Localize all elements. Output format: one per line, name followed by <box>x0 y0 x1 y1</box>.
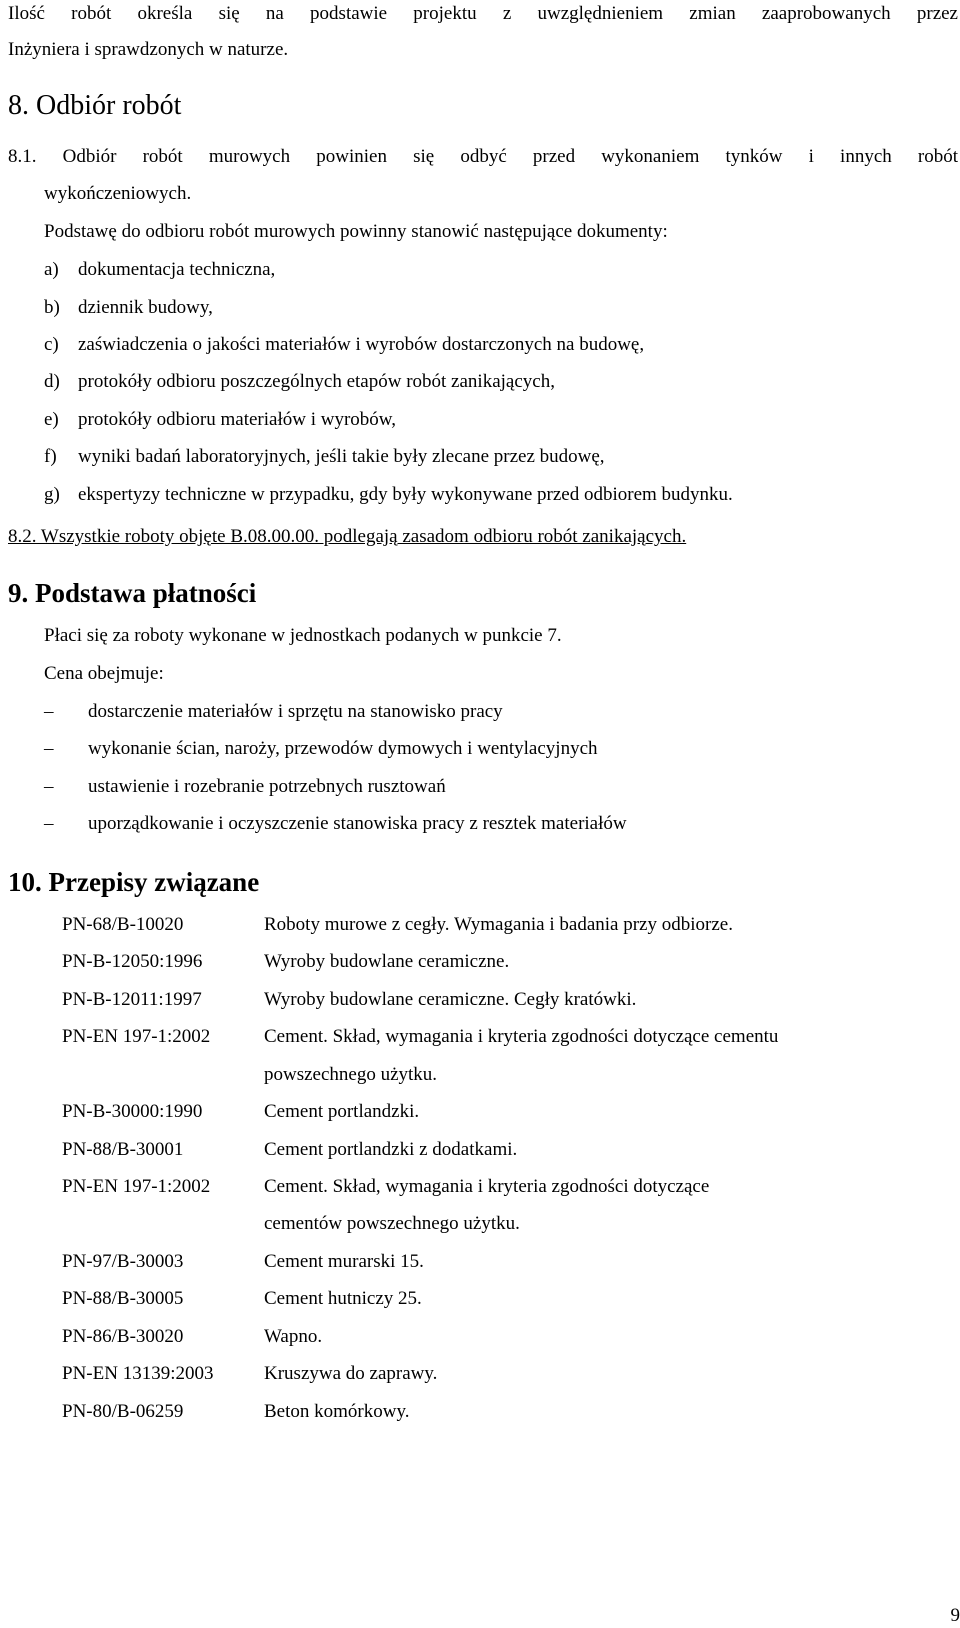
standard-row-continuation <box>62 1063 437 1087</box>
price-includes-label: Cena obejmuje: <box>44 662 164 686</box>
standard-description: Cement portlandzki. <box>264 1100 419 1124</box>
dash-bullet: – <box>44 700 88 724</box>
standard-description: cementów powszechnego użytku. <box>264 1212 520 1236</box>
standard-row <box>62 1362 437 1386</box>
intro-line-1: Ilość robót określa się na podstawie projektu z uwzględnieniem zmian zaaprobowanych przez <box>8 2 958 26</box>
standard-description: Cement hutniczy 25. <box>264 1287 422 1311</box>
standard-code: PN-97/B-30003 <box>62 1250 264 1274</box>
standard-description: Cement. Skład, wymagania i kryteria zgodności dotyczące cementu <box>264 1025 778 1049</box>
list-text: zaświadczenia o jakości materiałów i wyrobów dostarczonych na budowę, <box>78 334 644 355</box>
price-item-3 <box>44 775 446 799</box>
standard-description: Wapno. <box>264 1325 322 1349</box>
standard-description: Kruszywa do zaprawy. <box>264 1362 437 1386</box>
price-item-1 <box>44 700 503 724</box>
payment-paragraph: Płaci się za roboty wykonane w jednostkach podanych w punkcie 7. <box>44 624 562 648</box>
standard-code: PN-EN 13139:2003 <box>62 1362 264 1386</box>
standard-code: PN-EN 197-1:2002 <box>62 1025 264 1049</box>
list-text: wyniki badań laboratoryjnych, jeśli takie były zlecane przez budowę, <box>78 446 605 467</box>
list-text: protokóły odbioru poszczególnych etapów robót zanikających, <box>78 371 555 392</box>
section-8-2: 8.2. Wszystkie roboty objęte B.08.00.00. podlegają zasadom odbioru robót zanikających. <box>8 525 686 549</box>
document-item-g <box>44 483 733 507</box>
list-letter: d) <box>44 370 78 394</box>
price-item-2 <box>44 737 598 761</box>
list-text: ekspertyzy techniczne w przypadku, gdy były wykonywane przed odbiorem budynku. <box>78 484 733 505</box>
document-item-d <box>44 370 555 394</box>
dash-bullet: – <box>44 775 88 799</box>
standard-description: Beton komórkowy. <box>264 1400 409 1424</box>
section-8-heading: 8. Odbiór robót <box>8 90 181 122</box>
standard-code: PN-B-12011:1997 <box>62 988 264 1012</box>
document-item-f <box>44 445 605 469</box>
document-item-a <box>44 258 275 282</box>
standard-code: PN-86/B-30020 <box>62 1325 264 1349</box>
standard-code: PN-B-12050:1996 <box>62 950 264 974</box>
document-item-e <box>44 408 396 432</box>
list-letter: c) <box>44 333 78 357</box>
standard-row <box>62 1138 517 1162</box>
standard-code: PN-68/B-10020 <box>62 913 264 937</box>
section-8-1-line-1: 8.1. Odbiór robót murowych powinien się odbyć przed wykonaniem tynków i innych robót <box>8 145 958 169</box>
standard-description: Wyroby budowlane ceramiczne. Cegły kratówki. <box>264 988 636 1012</box>
standard-code: PN-B-30000:1990 <box>62 1100 264 1124</box>
standard-row-continuation <box>62 1212 520 1236</box>
standard-description: Wyroby budowlane ceramiczne. <box>264 950 509 974</box>
intro-line-2: Inżyniera i sprawdzonych w naturze. <box>8 38 288 62</box>
standard-description: Cement murarski 15. <box>264 1250 424 1274</box>
standard-row <box>62 950 509 974</box>
section-9-heading: 9. Podstawa płatności <box>8 577 256 609</box>
standard-code: PN-88/B-30001 <box>62 1138 264 1162</box>
standard-description: Roboty murowe z cegły. Wymagania i badania przy odbiorze. <box>264 913 733 937</box>
standard-row <box>62 913 733 937</box>
standard-row <box>62 1025 778 1049</box>
list-letter: b) <box>44 296 78 320</box>
standard-description: powszechnego użytku. <box>264 1063 437 1087</box>
list-letter: e) <box>44 408 78 432</box>
list-letter: g) <box>44 483 78 507</box>
list-letter: f) <box>44 445 78 469</box>
dash-bullet: – <box>44 812 88 836</box>
documents-intro: Podstawę do odbioru robót murowych powinny stanowić następujące dokumenty: <box>44 220 668 244</box>
price-item-text: dostarczenie materiałów i sprzętu na stanowisko pracy <box>88 701 503 722</box>
standard-code: PN-80/B-06259 <box>62 1400 264 1424</box>
standard-row <box>62 988 636 1012</box>
standard-code: PN-88/B-30005 <box>62 1287 264 1311</box>
document-item-b <box>44 296 213 320</box>
standard-description: Cement. Skład, wymagania i kryteria zgodności dotyczące <box>264 1175 709 1199</box>
page-number: 9 <box>951 1604 960 1628</box>
document-item-c <box>44 333 644 357</box>
standard-row <box>62 1287 422 1311</box>
list-text: dokumentacja techniczna, <box>78 259 275 280</box>
standard-row <box>62 1175 709 1199</box>
standard-description: Cement portlandzki z dodatkami. <box>264 1138 517 1162</box>
standard-row <box>62 1250 424 1274</box>
standard-row <box>62 1100 419 1124</box>
list-text: dziennik budowy, <box>78 297 213 318</box>
price-item-text: ustawienie i rozebranie potrzebnych rusztowań <box>88 776 446 797</box>
list-text: protokóły odbioru materiałów i wyrobów, <box>78 409 396 430</box>
price-item-text: uporządkowanie i oczyszczenie stanowiska pracy z resztek materiałów <box>88 813 627 834</box>
dash-bullet: – <box>44 737 88 761</box>
section-8-1-line-2: wykończeniowych. <box>44 182 191 206</box>
standard-row <box>62 1325 322 1349</box>
list-letter: a) <box>44 258 78 282</box>
section-10-heading: 10. Przepisy związane <box>8 866 259 898</box>
price-item-text: wykonanie ścian, naroży, przewodów dymowych i wentylacyjnych <box>88 738 598 759</box>
price-item-4 <box>44 812 627 836</box>
standard-row <box>62 1400 409 1424</box>
standard-code: PN-EN 197-1:2002 <box>62 1175 264 1199</box>
